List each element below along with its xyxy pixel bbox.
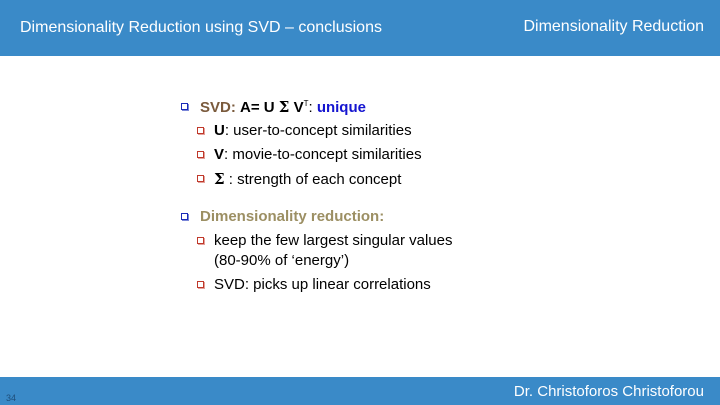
slide-footer	[0, 377, 720, 405]
text-v: : movie-to-concept similarities	[224, 146, 422, 163]
linear-correlations-text: SVD: picks up linear correlations	[214, 276, 431, 293]
square-bullet-icon	[197, 127, 204, 134]
bullet-linear-correlations	[178, 273, 638, 297]
term-sigma: Σ	[214, 170, 225, 188]
svd-label: SVD:	[200, 99, 236, 116]
bullet-keep-few	[178, 229, 638, 273]
equation-v: V	[293, 99, 304, 116]
transpose-superscript: T	[303, 99, 309, 108]
bullet-u	[178, 119, 638, 143]
unique-label: unique	[316, 99, 366, 116]
section-topic: Dimensionality Reduction	[523, 18, 704, 35]
square-bullet-icon	[197, 237, 204, 244]
author-name: Dr. Christoforos Christoforou	[513, 383, 704, 400]
square-bullet-icon	[197, 151, 204, 158]
keep-few-line2: (80-90% of ‘energy’)	[214, 252, 350, 269]
square-bullet-icon	[181, 103, 188, 110]
slide-header	[0, 0, 720, 56]
bullet-v	[178, 143, 638, 167]
square-bullet-icon	[197, 281, 204, 288]
text-sigma: : strength of each concept	[224, 171, 402, 188]
square-bullet-icon	[197, 175, 204, 182]
keep-few-line1: keep the few largest singular values	[214, 232, 453, 249]
equation-colon: :	[308, 99, 313, 116]
slide-content	[178, 95, 638, 297]
square-bullet-icon	[181, 213, 188, 220]
sigma-symbol: Σ	[278, 98, 290, 116]
bullet-sigma	[178, 167, 638, 191]
text-u: : user-to-concept similarities	[224, 122, 412, 139]
slide-number: 34	[6, 393, 17, 403]
equation-a-u: A= U	[240, 99, 275, 116]
term-v: V	[214, 146, 225, 163]
slide-title: Dimensionality Reduction using SVD – conclusions	[20, 19, 382, 36]
term-u: U	[214, 122, 225, 139]
dimred-label: Dimensionality reduction:	[200, 208, 385, 225]
bullet-svd	[178, 95, 638, 119]
bullet-dimred	[178, 205, 638, 229]
